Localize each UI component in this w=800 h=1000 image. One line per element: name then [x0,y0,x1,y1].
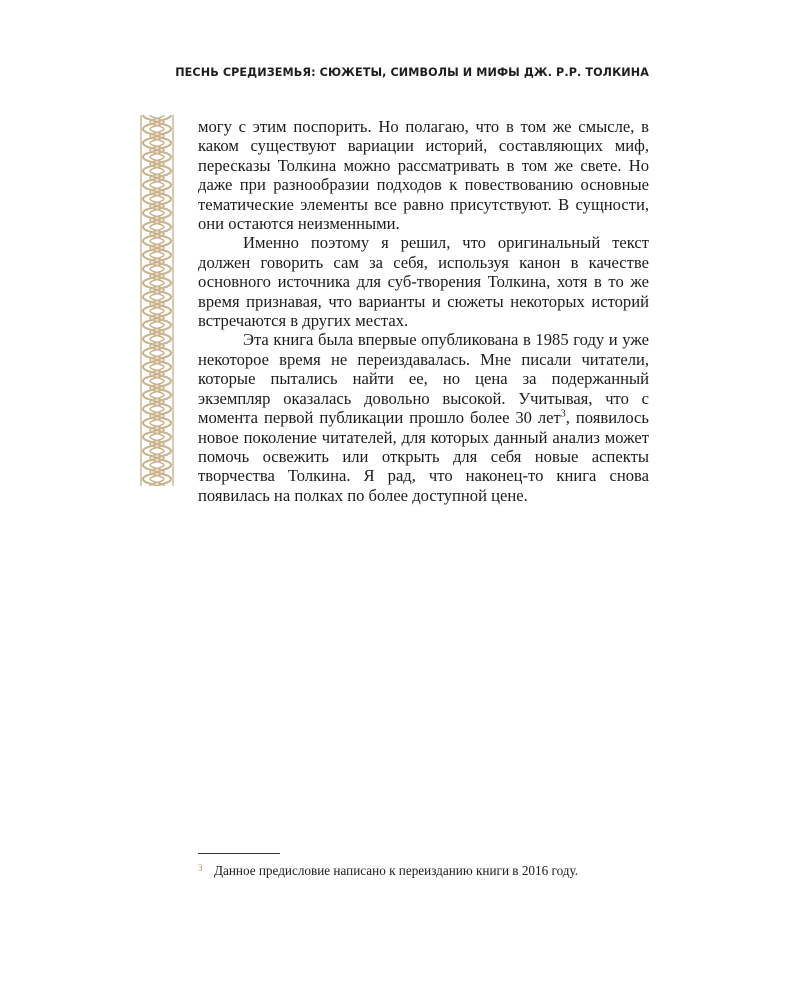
main-text [198,117,649,505]
paragraph-canon: Именно поэтому я решил, что оригинальный текст должен говорить сам за себя, используя канон в качестве основного источника для суб-творения Толкина, хотя в то же время признавая, что варианты и сюжеты некоторых историй встречаются в других местах. [198,233,649,331]
paragraph-continued: могу с этим поспорить. Но полагаю, что в том же смысле, в каком существуют вариации историй, составляющих миф, пересказы Толкина можно рассматривать в том же свете. Но даже при разнообразии подходов к повествованию основные тематические элементы все равно присутствуют. В сущности, они остаются неизменными. [198,117,649,234]
paragraph-publication [198,330,649,505]
footnote [198,860,649,879]
celtic-knot-border-icon [140,115,174,486]
footnote-number: 3 [198,863,203,873]
footnote-reference[interactable]: 3 [560,408,566,420]
running-head-title: ПЕСНЬ СРЕДИЗЕМЬЯ: СЮЖЕТЫ, СИМВОЛЫ И МИФЫ ДЖ. Р.Р. ТОЛКИНА [175,66,649,79]
paragraph-publication-text-b: , появилось новое поколение читателей, для которых данный анализ может помочь освежить или открыть для себя новые аспекты творчества Толкина. Я рад, что наконец-то книга снова появилась на полках по более доступной цене. [198,408,649,505]
footnote-text: Данное предисловие написано к переизданию книги в 2016 году. [214,863,579,878]
paragraph-publication-text-a: Эта книга была впервые опубликована в 1985 году и уже некоторое время не переиздавалась. Мне писали читатели, которые пытались найти ее, но цена за подержанный экземпляр оказалась довольно высокой. Учитывая, что с момента первой публикации прошло более 30 лет [198,330,649,428]
footnote-divider [198,853,280,854]
